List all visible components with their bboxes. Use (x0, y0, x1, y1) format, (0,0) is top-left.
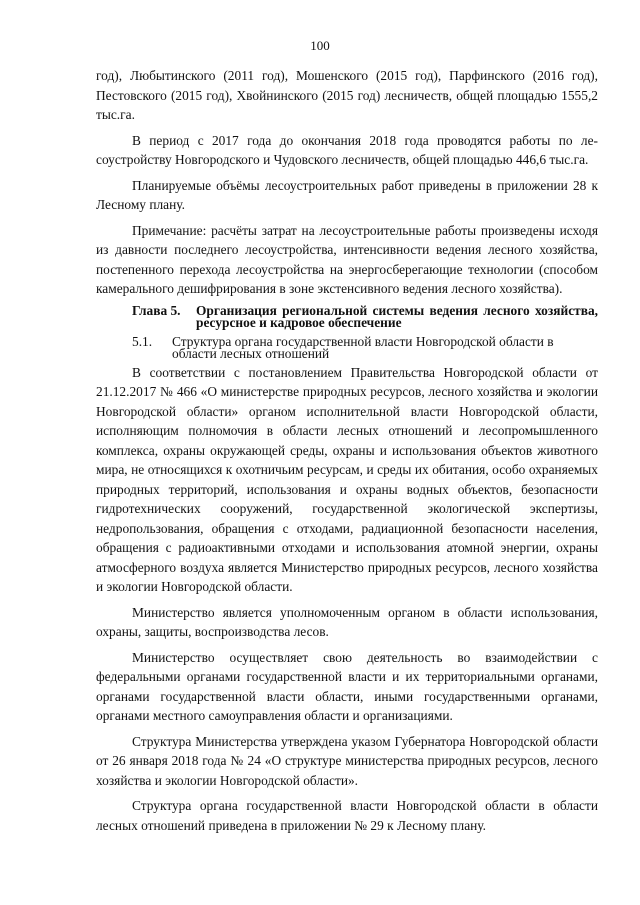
section-title: Структура органа государственной власти Новгородской области в области лесных отношений (172, 333, 554, 361)
paragraph: В соответствии с постановлением Правительства Новгородской области от 21.12.2017 № 466 «О министерстве природных ресурсов, лесного хозяйства и экологии Новгородской области» органом исполнительной власти Новгородской области, исполняющим полномочия в области лесных отношений и лесопромышленного комплекса, охраны окружающей среды, охраны и использования объектов животного мира, не относящихся к охотничьим ресурсам, и среды их обитания, особо охраняемых природных территорий, использования и охраны водных объектов, безопасности гидротехнических сооружений, государственной экологической экспертизы, недропользования, обращения с отходами, радиационной безопасности населения, обращения с радиоактивными отходами и использования атомной энергии, охраны атмосферного воздуха является Министерство природных ресурсов, лесного хозяйства и экологии Новгородской области. (96, 364, 598, 594)
paragraph: В период с 2017 года до окончания 2018 года проводятся работы по лесоустройству Новгородского и Чудовского лесничеств, общей площадью 446,6 тыс.га. (96, 132, 598, 167)
paragraph: Министерство осуществляет свою деятельность во взаимодействии с федеральными органами государственной власти и их территориальными органами, органами государственной власти области, иными государственными органами, органами местного самоуправления области и организациями. (96, 649, 598, 723)
paragraph: Структура органа государственной власти Новгородской области в области лесных отношений приведена в приложении № 29 к Лесному плану. (96, 798, 598, 833)
paragraph: Министерство является уполномоченным органом в области использования, охраны, защиты, воспроизводства лесов. (96, 604, 598, 639)
chapter-number: Глава 5. (132, 302, 181, 318)
chapter-title: Организация региональной системы ведения лесного хозяйства, ресурсное и кадровое обеспечение (196, 302, 598, 330)
section-number: 5.1. (132, 333, 153, 349)
section-heading (96, 333, 598, 361)
paragraph: Примечание: расчёты затрат на лесоустроительные работы произведены исходя из давности последнего лесоустройства, интенсивности ведения лесного хозяйства, постепенного перехода лесоустройства на энергосберегающие технологии (способом камерального дешифрирования в зоне экстенсивного ведения лесного хозяйства). (96, 222, 598, 296)
paragraph: год), Любытинского (2011 год), Мошенского (2015 год), Парфинского (2016 год), Пестовского (2015 год), Хвойнинского (2015 год) лесничеств, общей площадью 1555,2 тыс.га. (96, 68, 598, 122)
page-content (96, 66, 598, 841)
chapter-heading (96, 302, 598, 330)
paragraph: Структура Министерства утверждена указом Губернатора Новгородской области от 26 января 2018 года № 24 «О структуре министерства природных ресурсов, лесного хозяйства и экологии Новгородской области». (96, 733, 598, 788)
paragraph: Планируемые объёмы лесоустроительных работ приведены в приложении 28 к Лесному плану. (96, 177, 598, 212)
page-number: 100 (310, 38, 330, 53)
